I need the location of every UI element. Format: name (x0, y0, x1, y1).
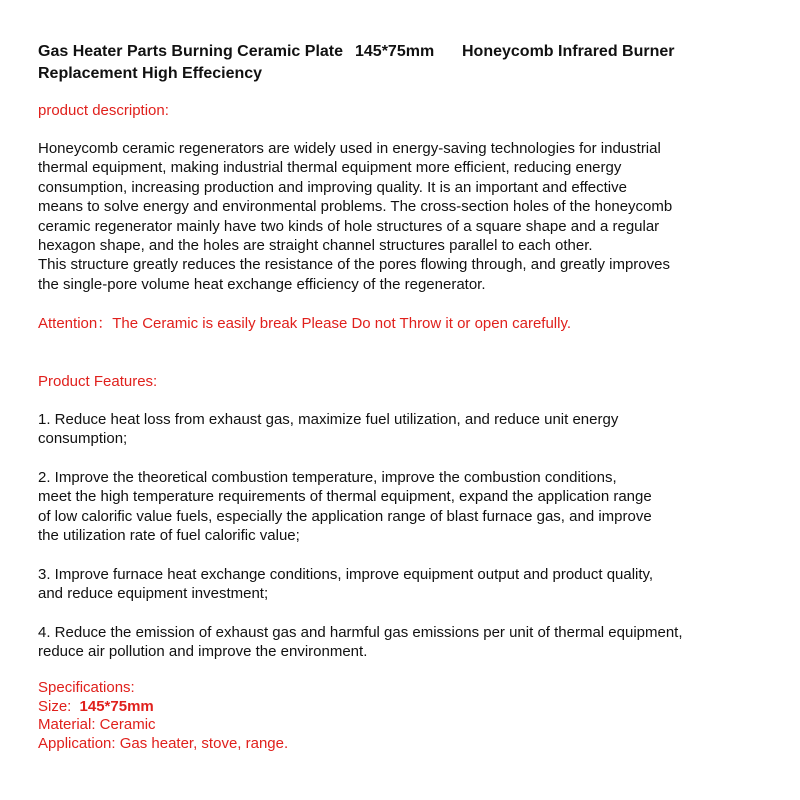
title-line1-size: 145*75mm (355, 43, 435, 60)
description-line: means to solve energy and environmental problems. The cross-section holes of the honeycomb (38, 198, 673, 216)
feature-item-2 (38, 468, 652, 546)
title-line1-part3: Honeycomb Infrared Burner (462, 43, 675, 60)
feature-line: and reduce equipment investment; (38, 585, 269, 603)
feature-item-3 (38, 565, 653, 604)
description-line: consumption, increasing production and improving quality. It is an important and effective (38, 178, 627, 196)
title-line2: Replacement High Effeciency (38, 65, 263, 82)
description-line: hexagon shape, and the holes are straight channel structures parallel to each other. (38, 237, 593, 255)
description-line: This structure greatly reduces the resistance of the pores flowing through, and greatly improves (38, 256, 670, 274)
description-line: Honeycomb ceramic regenerators are widely used in energy-saving technologies for industrial (38, 140, 661, 157)
feature-line: the utilization rate of fuel calorific value; (38, 527, 300, 545)
feature-line: 3. Improve furnace heat exchange conditions, improve equipment output and product quality, (38, 566, 654, 583)
product-description-heading: product description: (38, 102, 169, 119)
spec-size (38, 698, 288, 717)
description-line: thermal equipment, making industrial thermal equipment more efficient, reducing energy (38, 159, 622, 177)
feature-item-1 (38, 410, 618, 449)
feature-line: 4. Reduce the emission of exhaust gas and harmful gas emissions per unit of thermal equipment, (38, 624, 683, 641)
description-line: ceramic regenerator mainly have two kinds of hole structures of a square shape and a regular (38, 217, 660, 235)
spec-size-value: 145*75mm (79, 697, 154, 715)
feature-line: consumption; (38, 430, 128, 448)
spec-material: Material: Ceramic (38, 716, 156, 733)
feature-line: 2. Improve the theoretical combustion temperature, improve the combustion conditions, (38, 469, 617, 486)
feature-line: reduce air pollution and improve the environment. (38, 643, 368, 661)
title-line1-part1: Gas Heater Parts Burning Ceramic Plate (38, 43, 344, 60)
feature-line: meet the high temperature requirements of thermal equipment, expand the application range (38, 488, 652, 506)
description-line: the single-pore volume heat exchange efficiency of the regenerator. (38, 275, 486, 293)
feature-line: of low calorific value fuels, especially the application range of blast furnace gas, and improve (38, 507, 652, 525)
feature-line: 1. Reduce heat loss from exhaust gas, maximize fuel utilization, and reduce unit energy (38, 411, 619, 428)
feature-item-4 (38, 623, 683, 662)
product-description-body (38, 139, 672, 294)
spec-size-label: Size: (38, 697, 72, 715)
specifications-heading: Specifications: (38, 679, 135, 696)
attention-notice: Attention：The Ceramic is easily break Please Do not Throw it or open carefully. (38, 315, 572, 332)
product-features-heading: Product Features: (38, 373, 158, 390)
product-title (38, 41, 778, 85)
spec-application: Application: Gas heater, stove, range. (38, 734, 289, 752)
specifications (38, 679, 288, 753)
